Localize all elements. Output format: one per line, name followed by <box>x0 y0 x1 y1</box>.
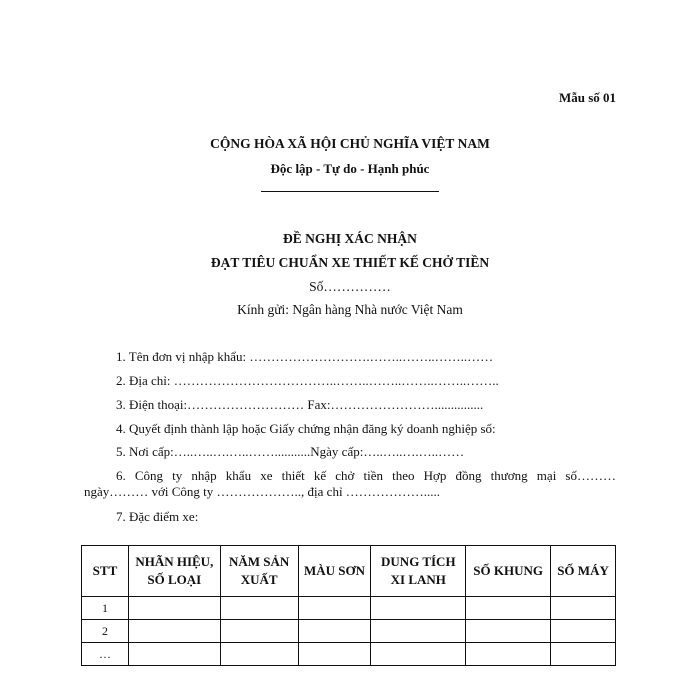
cell-capacity <box>371 620 466 643</box>
cell-brand <box>128 643 220 666</box>
table-row <box>82 620 616 643</box>
cell-capacity <box>371 643 466 666</box>
col-header-stt: STT <box>82 546 129 597</box>
field-address: 2. Địa chỉ: ………………………………..……..……..……..……..…….. <box>116 373 499 388</box>
document-title-line1: ĐỀ NGHỊ XÁC NHẬN <box>283 231 417 246</box>
col-header-chassis: SỐ KHUNG <box>466 546 551 597</box>
vehicle-spec-table <box>81 545 616 666</box>
col-header-year: NĂM SẢN XUẤT <box>220 546 298 597</box>
field-vehicle-features: 7. Đặc điểm xe: <box>116 509 199 524</box>
table-row <box>82 643 616 666</box>
field-phone-fax: 3. Điện thoại:……………………… Fax:……………………............... <box>116 397 484 412</box>
field-contract: 6. Công ty nhập khẩu xe thiết kế chở tiền theo Hợp đồng thương mại số……… <box>116 468 616 483</box>
document-number: Số…………… <box>309 279 391 294</box>
cell-color <box>298 643 371 666</box>
row-stt: 2 <box>82 620 129 643</box>
recipient-line: Kính gửi: Ngân hàng Nhà nước Việt Nam <box>237 302 463 317</box>
col-header-color: MÀU SƠN <box>298 546 371 597</box>
cell-engine <box>551 620 616 643</box>
cell-color <box>298 620 371 643</box>
field-importer-name: 1. Tên đơn vị nhập khẩu: ……………………….……..……..……..…… <box>116 349 494 364</box>
cell-engine <box>551 643 616 666</box>
table-header-row <box>82 546 616 597</box>
national-motto: Độc lập - Tự do - Hạnh phúc <box>270 161 430 176</box>
cell-engine <box>551 597 616 620</box>
table-row <box>82 597 616 620</box>
col-header-brand: NHÃN HIỆU, SỐ LOẠI <box>128 546 220 597</box>
cell-chassis <box>466 620 551 643</box>
form-number: Mẫu số 01 <box>558 90 616 105</box>
field-issued-place-date: 5. Nơi cấp:…..…..….…..……...........Ngày cấp:…..…..….…..…… <box>116 444 465 459</box>
cell-color <box>298 597 371 620</box>
field-registration: 4. Quyết định thành lập hoặc Giấy chứng nhận đăng ký doanh nghiệp số: <box>116 421 496 436</box>
field-contract-continued: ngày……… với Công ty ……………….., địa chỉ ………………..... <box>84 484 441 499</box>
cell-year <box>220 643 298 666</box>
cell-year <box>220 620 298 643</box>
cell-year <box>220 597 298 620</box>
cell-chassis <box>466 597 551 620</box>
row-stt: 1 <box>82 597 129 620</box>
document-title-line2: ĐẠT TIÊU CHUẨN XE THIẾT KẾ CHỞ TIỀN <box>210 255 490 270</box>
cell-brand <box>128 620 220 643</box>
col-header-engine: SỐ MÁY <box>551 546 616 597</box>
cell-capacity <box>371 597 466 620</box>
cell-chassis <box>466 643 551 666</box>
cell-brand <box>128 597 220 620</box>
row-stt: … <box>82 643 129 666</box>
col-header-capacity: DUNG TÍCH XI LANH <box>371 546 466 597</box>
motto-underline <box>261 191 439 192</box>
national-title: CỘNG HÒA XÃ HỘI CHỦ NGHĨA VIỆT NAM <box>210 136 490 151</box>
